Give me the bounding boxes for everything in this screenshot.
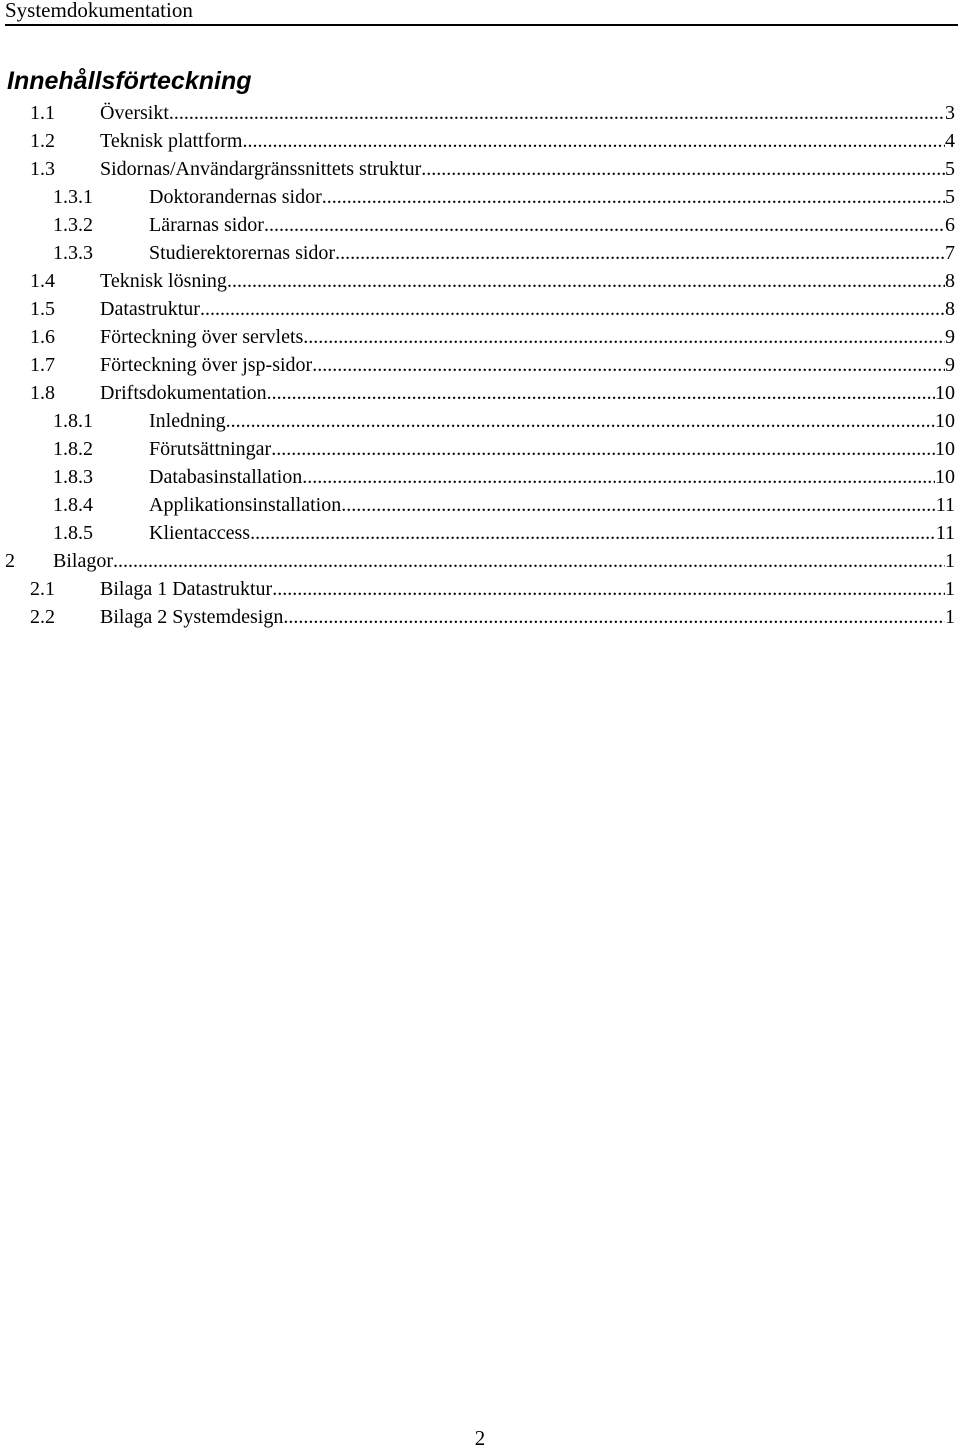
toc-dot-leader [113,547,945,575]
toc-entry-page: 10 [935,382,955,404]
toc-entry-line [149,435,955,463]
toc-entry-line [149,463,955,491]
toc-entry[interactable] [0,463,960,491]
page-number: 2 [474,1426,486,1450]
toc-entry-title: Teknisk lösning [100,270,227,292]
toc-dot-leader [335,239,945,267]
toc-entry-line [53,547,955,575]
toc-entry[interactable] [0,351,960,379]
toc-entry-title: Bilaga 1 Datastruktur [100,578,273,600]
toc-entry[interactable] [0,127,960,155]
toc-entry-line [149,491,955,519]
toc-dot-leader [200,295,945,323]
toc-entry-title: Sidornas/Användargränssnittets struktur [100,158,422,180]
toc-entry-page: 11 [935,494,955,516]
toc-entry-line [100,323,955,351]
toc-entry[interactable] [0,295,960,323]
toc-entry-number: 1.8.3 [53,466,93,488]
toc-entry-line [100,155,955,183]
toc-entry-title: Inledning [149,410,226,432]
toc-entry-number: 1.8.4 [53,494,93,516]
toc-entry-page: 5 [945,158,955,180]
toc-dot-leader [227,267,945,295]
toc-dot-leader [267,379,935,407]
toc-entry-number: 1.8.2 [53,438,93,460]
toc-entry-number: 1.8.5 [53,522,93,544]
toc-entry[interactable] [0,211,960,239]
toc-entry[interactable] [0,323,960,351]
toc-dot-leader [272,575,945,603]
toc-entry-page: 8 [945,270,955,292]
toc-entry-number: 1.5 [30,298,55,320]
toc-entry[interactable] [0,575,960,603]
toc-entry-number: 1.2 [30,130,55,152]
toc-entry-title: Doktorandernas sidor [149,186,322,208]
toc-entry-page: 7 [945,242,955,264]
toc-dot-leader [250,519,936,547]
toc-dot-leader [242,127,945,155]
toc-dot-leader [302,463,935,491]
toc-entry-page: 1 [945,550,955,572]
toc-entry-page: 11 [935,522,955,544]
toc-entry[interactable] [0,491,960,519]
toc-entry[interactable] [0,183,960,211]
toc-entry-page: 10 [935,438,955,460]
toc-entry-page: 10 [935,466,955,488]
toc-entry-page: 4 [945,130,955,152]
toc-entry-number: 1.8 [30,382,55,404]
toc-entry-page: 9 [945,326,955,348]
toc-entry-title: Förteckning över jsp-sidor [100,354,313,376]
toc-dot-leader [271,435,935,463]
toc-dot-leader [421,155,945,183]
toc-entry-number: 1.3.2 [53,214,93,236]
toc-dot-leader [264,211,945,239]
toc-entry-page: 5 [945,186,955,208]
toc-entry-number: 1.3.1 [53,186,93,208]
header-divider [5,24,958,26]
toc-entry[interactable] [0,155,960,183]
toc-entry-number: 1.1 [30,102,55,124]
toc-entry[interactable] [0,407,960,435]
toc-entry-line [100,267,955,295]
toc-entry-line [100,351,955,379]
toc-entry[interactable] [0,267,960,295]
toc-entry[interactable] [0,99,960,127]
toc-dot-leader [169,99,945,127]
toc-entry-title: Bilaga 2 Systemdesign [100,606,284,628]
toc-entry-number: 2.1 [30,578,55,600]
toc-entry-line [100,99,955,127]
toc-heading: Innehållsförteckning [7,67,252,95]
toc-entry-title: Datastruktur [100,298,200,320]
document-header-title: Systemdokumentation [5,0,193,22]
toc-dot-leader [226,407,935,435]
toc-entry[interactable] [0,239,960,267]
toc-entry-number: 1.4 [30,270,55,292]
toc-entry-page: 9 [945,354,955,376]
toc-entry-page: 8 [945,298,955,320]
toc-entry-title: Bilagor [53,550,113,572]
toc-entry-number: 2 [5,550,15,572]
toc-entry-title: Databasinstallation [149,466,303,488]
toc-entry[interactable] [0,603,960,631]
toc-entry-title: Förutsättningar [149,438,272,460]
toc-dot-leader [283,603,945,631]
toc-entry-line [100,379,955,407]
toc-entry-line [100,127,955,155]
toc-dot-leader [341,491,936,519]
toc-entry-number: 1.8.1 [53,410,93,432]
toc-entry-title: Studierektorernas sidor [149,242,336,264]
toc-entry[interactable] [0,547,960,575]
toc-entry[interactable] [0,519,960,547]
toc-entry-line [149,407,955,435]
toc-dot-leader [312,351,945,379]
toc-entry-title: Klientaccess [149,522,251,544]
toc-entry-number: 2.2 [30,606,55,628]
toc-entry-title: Teknisk plattform [100,130,243,152]
toc-entry-page: 1 [945,578,955,600]
toc-entry-title: Applikationsinstallation [149,494,342,516]
toc-entry-line [149,239,955,267]
toc-entry-page: 10 [935,410,955,432]
toc-entry-title: Förteckning över servlets [100,326,304,348]
toc-dot-leader [303,323,945,351]
toc-entry-page: 6 [945,214,955,236]
toc-entry-title: Driftsdokumentation [100,382,267,404]
toc-entry[interactable] [0,435,960,463]
toc-entry-title: Lärarnas sidor [149,214,264,236]
toc-entry-line [149,519,955,547]
toc-dot-leader [322,183,945,211]
toc-entry-number: 1.3 [30,158,55,180]
toc-entry-number: 1.3.3 [53,242,93,264]
toc-entry-page: 3 [945,102,955,124]
toc-entry-number: 1.6 [30,326,55,348]
toc-entry-line [100,295,955,323]
toc-entry-number: 1.7 [30,354,55,376]
toc-entry[interactable] [0,379,960,407]
toc-entry-line [149,183,955,211]
table-of-contents [0,99,960,631]
toc-entry-title: Översikt [100,102,169,124]
toc-entry-line [100,575,955,603]
toc-entry-page: 1 [945,606,955,628]
toc-entry-line [100,603,955,631]
toc-entry-line [149,211,955,239]
